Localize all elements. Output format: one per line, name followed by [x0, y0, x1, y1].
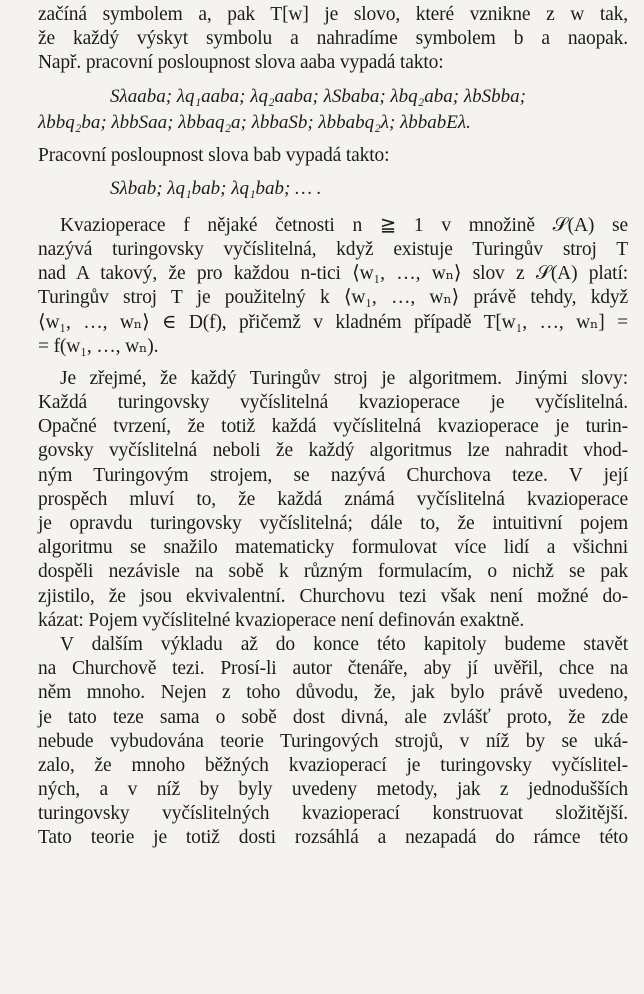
example-line: Sλbab; λq₁bab; λq₁bab; … . — [110, 177, 322, 199]
text-line: Je zřejmé, že každý Turingův stroj je algoritmem. Jinými slovy: — [60, 367, 628, 389]
text-line: je opravdu turingovsky vyčíslitelná; dále to, že intuitivní pojem — [38, 513, 628, 534]
text-line: něm mnoho. Nejen z toho důvodu, že, jak bylo právě uvedeno, — [38, 682, 628, 704]
text-line: turingovsky vyčíslitelných kvazioperací konstruovat složitější. — [38, 803, 628, 825]
text-line: govsky vyčíslitelná neboli že každý algoritmus lze nahradit vhod- — [38, 440, 628, 462]
text-line: dospěli nezávisle na sobě k různým formulacím, o nichž se pak — [38, 561, 628, 583]
text-line: prospěch mluví to, že každá známá vyčíslitelná kvazioperace — [38, 488, 628, 510]
text-line: začíná symbolem a, pak T[w] je slovo, které vznikne z w tak, — [38, 4, 628, 25]
text-line: Opačné tvrzení, že totiž každá vyčíslitelná kvazioperace je turin- — [38, 416, 628, 438]
text-line: zjistilo, že jsou ekvivalentní. Churchovu tezi však není možné do- — [38, 585, 628, 607]
text-line: na Churchově tezi. Prosí-li autor čtenáře, aby jí uvěřil, chce na — [38, 658, 628, 680]
paragraph-bab-intro — [38, 144, 628, 168]
text-line: = f(w₁, …, wₙ). — [38, 335, 159, 357]
paragraph-continuation — [38, 3, 628, 76]
text-line: ným Turingovým strojem, se nazývá Churchova teze. V její — [38, 464, 628, 486]
text-line: Každá turingovsky vyčíslitelná kvazioperace je vyčíslitelná. — [38, 392, 628, 414]
text-line: nebude vybudována teorie Turingových strojů, v níž by se uká- — [38, 730, 628, 752]
text-line: algoritmu se snažilo matematicky formulovat více lidí a všichni — [38, 537, 628, 559]
text-line: kázat: Pojem vyčíslitelné kvazioperace není definován exaktně. — [38, 609, 525, 631]
text-line: Pracovní posloupnost slova bab vypadá takto: — [38, 144, 390, 166]
text-line: Turingův stroj T je použitelný k ⟨w₁, …, wₙ⟩ právě tehdy, když — [38, 287, 628, 309]
text-line: nazývá turingovsky vyčíslitelná, když existuje Turingův stroj T — [38, 238, 628, 260]
example-aaba — [38, 84, 628, 136]
paragraph-church-basis — [38, 633, 628, 851]
text-line: ⟨w₁, …, wₙ⟩ ∈ D(f), přičemž v kladném případě T[w₁, …, wₙ] = — [38, 311, 628, 333]
text-line: Např. pracovní posloupnost slova aaba vypadá takto: — [38, 52, 444, 74]
text-line: nad A takový, že pro každou n-tici ⟨w₁, …, wₙ⟩ slov z 𝒮(A) platí: — [38, 263, 628, 285]
text-line: V dalším výkladu až do konce této kapitoly budeme stavět — [60, 633, 628, 655]
paragraph-definition — [38, 214, 628, 359]
text-line: Tato teorie je totiž dosti rozsáhlá a nezapadá do rámce této — [38, 827, 628, 849]
text-line: zalo, že mnoho běžných kvazioperací je turingovsky vyčíslitel- — [38, 754, 628, 776]
text-line: že každý výskyt symbolu a nahradíme symbolem b a naopak. — [38, 28, 628, 50]
example-bab — [38, 176, 628, 202]
paragraph-church-thesis — [38, 367, 628, 633]
example-line: Sλaaba; λq₁aaba; λq₂aaba; λSbaba; λbq₂aba; λbSbba; — [110, 85, 526, 107]
text-line: je tato teze sama o sobě dost divná, ale zvlášť proto, že zde — [38, 706, 628, 728]
text-line: Kvazioperace f nějaké četnosti n ≧ 1 v množině 𝒮(A) se — [60, 214, 628, 236]
example-line: λbbq₂ba; λbbSaa; λbbaq₂a; λbbaSb; λbbabq₂λ; λbbabEλ. — [38, 111, 471, 133]
text-line: ných, a v níž by byly uvedeny metody, jak z jednodušších — [38, 779, 628, 801]
